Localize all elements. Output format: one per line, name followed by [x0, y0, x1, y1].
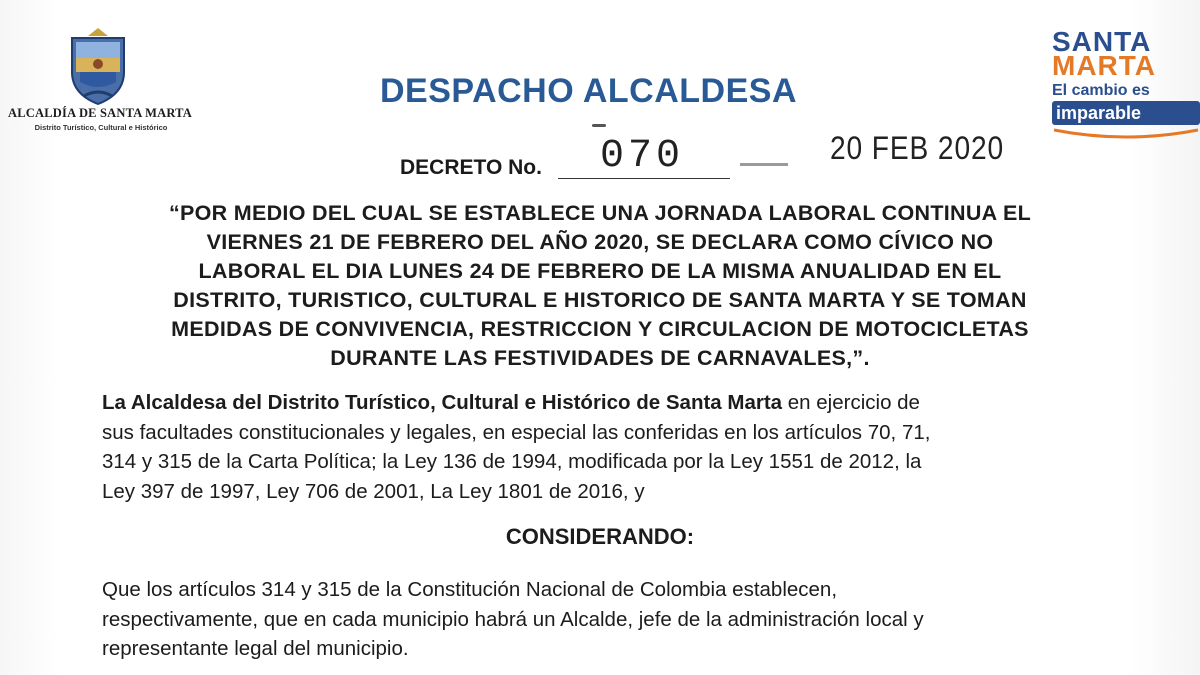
- office-heading: DESPACHO ALCALDESA: [380, 72, 798, 110]
- title-line: VIERNES 21 DE FEBRERO DEL AÑO 2020, SE DECLARA COMO CÍVICO NO: [206, 230, 994, 254]
- brand-marta-text: MARTA: [1052, 50, 1157, 81]
- brand-slogan-line2: imparable: [1052, 101, 1200, 125]
- preamble-line-1: [102, 388, 1094, 418]
- pen-mark: [592, 124, 606, 127]
- decree-date-stamp: 20 FEB 2020: [830, 130, 1005, 166]
- swoosh-icon: [1052, 126, 1200, 142]
- title-line: DISTRITO, TURISTICO, CULTURAL E HISTORICO DE SANTA MARTA Y SE TOMAN: [173, 288, 1027, 312]
- paragraph-line-1: Que los artículos 314 y 315 de la Constitución Nacional de Colombia establecen,: [102, 578, 838, 601]
- brand-slogan-line1: El cambio es: [1052, 82, 1150, 99]
- decree-number: 070: [600, 134, 685, 179]
- preamble-line-2: sus facultades constitucionales y legales, en especial las conferidas en los artículos 70, 71,: [102, 420, 931, 444]
- pen-dash: [740, 163, 788, 166]
- paragraph-line-3: representante legal del municipio.: [102, 637, 409, 660]
- title-line: DURANTE LAS FESTIVIDADES DE CARNAVALES,”.: [330, 346, 870, 370]
- considerando-paragraph: [102, 575, 1094, 664]
- alcaldia-name: ALCALDÍA DE SANTA MARTA: [8, 106, 192, 120]
- brand-santa-text: SANTA: [1052, 26, 1152, 57]
- paragraph-line-2: respectivamente, que en cada municipio habrá un Alcalde, jefe de la administración local y: [102, 607, 924, 631]
- preamble-line-1-rest: en ejercicio de: [782, 391, 920, 414]
- alcaldia-subtitle: Distrito Turístico, Cultural e Histórico: [34, 123, 168, 132]
- title-line: MEDIDAS DE CONVIVENCIA, RESTRICCION Y CIRCULACION DE MOTOCICLETAS: [171, 317, 1029, 341]
- coat-of-arms-icon: [66, 28, 130, 106]
- title-line: LABORAL EL DIA LUNES 24 DE FEBRERO DE LA MISMA ANUALIDAD EN EL: [198, 259, 1002, 283]
- preamble-authority: La Alcaldesa del Distrito Turístico, Cultural e Histórico de Santa Marta: [102, 391, 783, 414]
- decree-label: DECRETO No.: [400, 156, 542, 179]
- title-line: “POR MEDIO DEL CUAL SE ESTABLECE UNA JORNADA LABORAL CONTINUA EL: [168, 201, 1032, 225]
- considerando-heading: CONSIDERANDO:: [505, 524, 695, 549]
- santa-marta-brand-logo: [1052, 28, 1200, 148]
- decree-title: [100, 199, 1100, 373]
- preamble-paragraph: [102, 388, 1094, 506]
- alcaldia-logo: [0, 28, 200, 138]
- preamble-line-3: 314 y 315 de la Carta Política; la Ley 136 de 1994, modificada por la Ley 1551 de 2012, la: [102, 450, 922, 473]
- preamble-line-4: Ley 397 de 1997, Ley 706 de 2001, La Ley 1801 de 2016, y: [102, 479, 645, 503]
